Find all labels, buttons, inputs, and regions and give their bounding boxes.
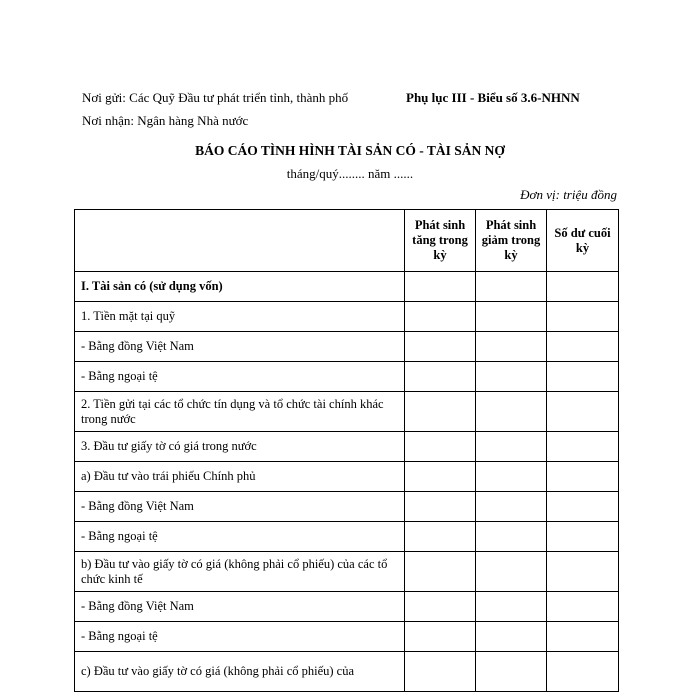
row-label: - Bằng ngoại tệ — [75, 362, 405, 392]
table-row — [75, 302, 619, 332]
table-row — [75, 332, 619, 362]
row-label: 1. Tiền mặt tại quỹ — [75, 302, 405, 332]
cell-ending-balance[interactable] — [547, 332, 619, 362]
cell-decrease[interactable] — [476, 362, 547, 392]
cell-increase[interactable] — [405, 552, 476, 592]
cell-ending-balance[interactable] — [547, 272, 619, 302]
unit-label: Đơn vị: triệu đồng — [520, 187, 617, 202]
cell-decrease[interactable] — [476, 432, 547, 462]
cell-decrease[interactable] — [476, 462, 547, 492]
appendix-label: Phụ lục III - Biểu số 3.6-NHNN — [406, 90, 580, 105]
cell-ending-balance[interactable] — [547, 462, 619, 492]
cell-ending-balance[interactable] — [547, 592, 619, 622]
column-header-item — [75, 210, 405, 272]
table-row — [75, 492, 619, 522]
cell-increase[interactable] — [405, 592, 476, 622]
table-row — [75, 272, 619, 302]
table-row — [75, 652, 619, 692]
cell-decrease[interactable] — [476, 272, 547, 302]
row-label: - Bằng ngoại tệ — [75, 622, 405, 652]
cell-ending-balance[interactable] — [547, 362, 619, 392]
report-period: tháng/quý........ năm ...... — [286, 166, 414, 181]
table-header-row — [75, 210, 619, 272]
cell-decrease[interactable] — [476, 622, 547, 652]
cell-ending-balance[interactable] — [547, 552, 619, 592]
cell-decrease[interactable] — [476, 302, 547, 332]
cell-ending-balance[interactable] — [547, 522, 619, 552]
cell-ending-balance[interactable] — [547, 302, 619, 332]
column-header-increase: Phát sinh tăng trong kỳ — [405, 210, 476, 272]
cell-ending-balance[interactable] — [547, 432, 619, 462]
row-label: - Bằng đồng Việt Nam — [75, 492, 405, 522]
table-row — [75, 432, 619, 462]
row-label: c) Đầu tư vào giấy tờ có giá (không phải cổ phiếu) của — [75, 652, 405, 692]
cell-decrease[interactable] — [476, 652, 547, 692]
cell-increase[interactable] — [405, 622, 476, 652]
column-header-decrease: Phát sinh giảm trong kỳ — [476, 210, 547, 272]
cell-increase[interactable] — [405, 462, 476, 492]
cell-decrease[interactable] — [476, 522, 547, 552]
cell-increase[interactable] — [405, 392, 476, 432]
cell-increase[interactable] — [405, 362, 476, 392]
cell-increase[interactable] — [405, 492, 476, 522]
row-label: a) Đầu tư vào trái phiếu Chính phủ — [75, 462, 405, 492]
row-label: 2. Tiền gửi tại các tổ chức tín dụng và tổ chức tài chính khác trong nước — [75, 392, 405, 432]
row-label: 3. Đầu tư giấy tờ có giá trong nước — [75, 432, 405, 462]
cell-decrease[interactable] — [476, 392, 547, 432]
cell-ending-balance[interactable] — [547, 652, 619, 692]
cell-increase[interactable] — [405, 522, 476, 552]
cell-increase[interactable] — [405, 652, 476, 692]
cell-decrease[interactable] — [476, 332, 547, 362]
row-label: b) Đầu tư vào giấy tờ có giá (không phải cổ phiếu) của các tổ chức kinh tế — [75, 552, 405, 592]
row-label: - Bằng ngoại tệ — [75, 522, 405, 552]
cell-increase[interactable] — [405, 332, 476, 362]
cell-ending-balance[interactable] — [547, 492, 619, 522]
receiver-line: Nơi nhận: Ngân hàng Nhà nước — [82, 113, 249, 128]
row-label: I. Tài sản có (sử dụng vốn) — [75, 272, 405, 302]
report-title: BÁO CÁO TÌNH HÌNH TÀI SẢN CÓ - TÀI SẢN NỢ — [195, 143, 505, 158]
cell-decrease[interactable] — [476, 552, 547, 592]
sender-line: Nơi gửi: Các Quỹ Đầu tư phát triển tỉnh, thành phố — [82, 90, 349, 105]
cell-increase[interactable] — [405, 272, 476, 302]
row-label: - Bằng đồng Việt Nam — [75, 332, 405, 362]
table-row — [75, 462, 619, 492]
table-row — [75, 592, 619, 622]
cell-increase[interactable] — [405, 432, 476, 462]
table-row — [75, 522, 619, 552]
cell-ending-balance[interactable] — [547, 392, 619, 432]
table-row — [75, 552, 619, 592]
row-label: - Bằng đồng Việt Nam — [75, 592, 405, 622]
table-row — [75, 622, 619, 652]
cell-ending-balance[interactable] — [547, 622, 619, 652]
table-row — [75, 392, 619, 432]
cell-increase[interactable] — [405, 302, 476, 332]
column-header-ending-balance: Số dư cuối kỳ — [547, 210, 619, 272]
cell-decrease[interactable] — [476, 492, 547, 522]
report-table — [74, 209, 619, 692]
table-row — [75, 362, 619, 392]
cell-decrease[interactable] — [476, 592, 547, 622]
table-body — [75, 272, 619, 692]
